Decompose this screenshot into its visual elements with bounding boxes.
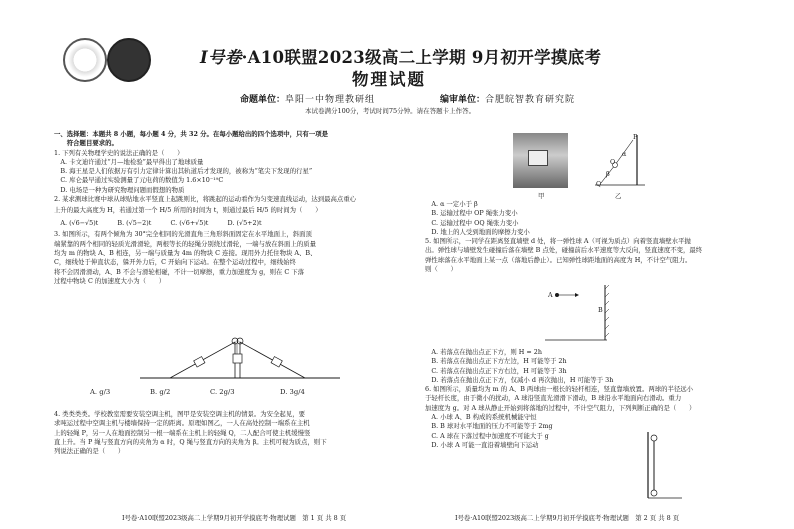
q3-option-b: B. g/2 — [150, 388, 171, 396]
q4-stem-1: 4. 类类类类。学校教室需要安装空调主机，图甲是安装空调主机的情景。为安全起见，要 — [54, 410, 305, 418]
fig-label-yi: 乙 — [615, 192, 622, 200]
q4-photo-unit — [528, 150, 548, 166]
q4-block — [54, 410, 394, 456]
editor-value: 合肥皖智教育研究院 — [485, 95, 576, 105]
q4-option-d: D. 地上的人受到地面的摩擦力变小 — [425, 227, 530, 236]
q3-stem-5: 将不会因滑滑动，A、B 不会与滑轮相碰，不计一切摩擦，重力加速度为 g，则在 C 下落 — [54, 267, 305, 276]
q6-stem-1: 6. 如图所示，质量均为 m 的 A、B 两球由一根长的轻杆相连，竖直靠墙放置。两球的半径远小 — [425, 385, 694, 394]
q3-stem-2: 端紧靠的两个相同的轻质光滑滑轮，两根等长的轻绳分别绕过滑轮，一端与放在斜面上的质量 — [54, 239, 317, 248]
q1-option-c: C. 库仑最早通过实验测量了元电荷的数值为 1.6×10⁻¹⁹C — [54, 176, 224, 185]
right-column-bottom — [425, 348, 765, 450]
q4-rope-diagram — [595, 135, 655, 190]
q6-option-b: B. B 球对水平地面的压力不可能等于 2mg — [425, 422, 553, 431]
q5-option-c: C. 若落点在抛出点正下方右边，H 可能等于 3h — [425, 366, 567, 375]
setter-label: 命题单位： — [240, 95, 286, 105]
school-seal-logo — [63, 38, 107, 82]
q3-stem-4: C，细线处于伸直状态，躲开外力后，C 开始向下运动。在整个运动过程中，细线始终 — [54, 258, 296, 267]
q3-option-c: C. 2g/3 — [210, 388, 235, 396]
q5-stem-4: 则（ ） — [425, 265, 457, 274]
q4-option-b: B. 运输过程中 OP 绳张力变小 — [425, 209, 518, 218]
exam-subtitle: 物理试题 — [352, 70, 426, 89]
q5-stem-2: 出。弹性球与墙壁发生碰撞后落在墙壁 B 点处，碰撞前后水平速度等大反向，竖直速度不变，最终 — [425, 246, 703, 255]
setter-unit — [240, 92, 375, 105]
q3-stem-6: 过程中物块 C 的加速度大小为（ ） — [54, 276, 166, 285]
q5-stem-1: 5. 如图所示，一同学在距离竖直墙壁 d 处，将一弹性球 A（可视为质点）向着竖直墙壁水平抛 — [425, 237, 691, 246]
q2-stem: 2. 某求测球比赛中球从球贴地水平竖直上起跳则比，将跳起的运动看作为匀变速直线运动，达到最高点重心 — [54, 195, 357, 204]
q4-stem-4: 直上升。当 P 绳与竖直方向的夹角为 α 时，Q 绳与竖直方向的夹角为 β。主机可视为质点，则下 — [54, 437, 327, 446]
q5-stem-3: 弹性球落在水平地面上某一点（落地后静止）。已知弹性球距地面的高度为 H，不计空气阻力。 — [425, 255, 692, 264]
q6-option-a: A. 小球 A、B 构成的系统机械能守恒 — [425, 413, 537, 422]
q6-rod-figure — [642, 432, 682, 502]
q6-option-d: D. 小球 A 可能一直沿着墙壁向下运动 — [425, 440, 539, 449]
right-column-top — [425, 200, 765, 274]
q5-wall-figure — [545, 285, 635, 345]
q5-option-d: D. 若落点在抛出点正下方，仅减小 d 再次抛出，H 可能等于 3h — [425, 375, 614, 384]
q2-stem-cont: 上升的最大高度为 H，若通过第一个 H/5 所用的时间为 t，则通过最后 H/5 的时间为（ ） — [54, 206, 322, 215]
q4-option-c: C. 运输过程中 OQ 绳张力变小 — [425, 218, 519, 227]
q6-stem-2: 于轻杆长度，由于微小的扰动，A 球沿竖直光滑滑下滑动，B 球沿水平地面向右滑动。重力 — [425, 394, 682, 403]
section-heading-cont: 符合题目要求的。 — [54, 139, 118, 148]
q3-option-d: D. 3g/4 — [280, 388, 305, 396]
q6-stem-3: 加速度为 g。对 A 球从静止开始到将落地的过程中，不计空气阻力，下列判断正确的是（ ） — [425, 403, 696, 412]
q4-option-a: A. α 一定小于 β — [425, 200, 478, 208]
title-text: ·A10联盟2023级高二上学期 9月初开学摸底考 — [241, 48, 602, 67]
q3-stem-3: 均为 m 的物块 A、B 相连，另一端与质量为 4m 的物块 C 连接。现用外力托住物块 A、B、 — [54, 248, 317, 257]
exam-title — [200, 44, 601, 68]
q4-stem-2: 求吨运过程中空调主机与楼墙保持一定的距离。原理如图乙，一人在高处控制一端系在主机 — [54, 419, 310, 428]
q1-option-a: A. 卡文迪许通过“月—地检验”最早得出了地球质量 — [54, 157, 204, 166]
fig-label-O: O — [610, 158, 616, 166]
q3-stem-1: 3. 如图所示，有两个倾角为 30°完全相同的光滑直角三角形斜面固定在水平地面上，斜面顶 — [54, 230, 312, 239]
fig-label-P: P — [633, 133, 638, 141]
editor-label: 编审单位： — [440, 95, 486, 105]
fig-label-beta: β — [606, 170, 610, 178]
q6-option-c: C. A 球在下落过程中加速度不可能大于 g — [425, 431, 549, 440]
q1-option-d: D. 电场是一种为研究物理问题而假想的物质 — [54, 185, 185, 194]
exam-note: 本试卷满分100分，考试时间75分钟。请在答题卡上作答。 — [305, 107, 476, 115]
q3-incline-figure — [140, 332, 340, 382]
q5-label-A: A — [548, 291, 553, 299]
q4-stem-3: 上的轻绳 P，另一人在地面控制另一根一端系在主机上的轻绳 Q，二人配合可使主机缓慢竖 — [54, 428, 311, 437]
q1-stem: 1. 下列有关物理学史的说法正确的是（ ） — [54, 148, 184, 157]
fig-label-jia: 甲 — [538, 192, 545, 200]
footer-right: Ⅰ号卷·A10联盟2023级高二上学期9月初开学摸底考·物理试题 第 2 页 共 8 页 — [455, 514, 680, 522]
editor-unit — [440, 92, 575, 105]
q1-option-b: B. 海王星是人们依据万有引力定律计算出其轨道后才发现的，被称为“笔尖下发现的行星” — [54, 167, 313, 176]
section-heading: 一、选择题：本题共 8 小题，每小题 4 分，共 32 分。在每小题给出的四个选项中，只有一项是 — [54, 130, 328, 138]
footer-left: Ⅰ号卷·A10联盟2023级高二上学期9月初开学摸底考·物理试题 第 1 页 共 8 页 — [122, 514, 347, 522]
setter-value: 阜阳一中物理教研组 — [285, 95, 376, 105]
left-column — [54, 130, 394, 286]
q5-option-a: A. 若落点在抛出点正下方，则 H = 2h — [425, 348, 542, 356]
fig-label-Q: Q — [596, 180, 602, 188]
exam-badge-logo — [107, 38, 151, 82]
q5-label-B: B — [598, 306, 603, 314]
fig-label-alpha: α — [622, 150, 627, 158]
q2-options: A. (√6−√5)t B. (√5−2)t C. (√6+√5)t D. (√5+2)t — [54, 219, 262, 228]
q4-stem-5: 列说法正确的是（ ） — [54, 447, 125, 456]
q5-option-b: B. 若落点在抛出点正下方左边，H 可能等于 2h — [425, 357, 567, 366]
q3-option-a: A. g/3 — [90, 388, 111, 396]
brand-mark: Ⅰ号卷 — [200, 48, 242, 67]
